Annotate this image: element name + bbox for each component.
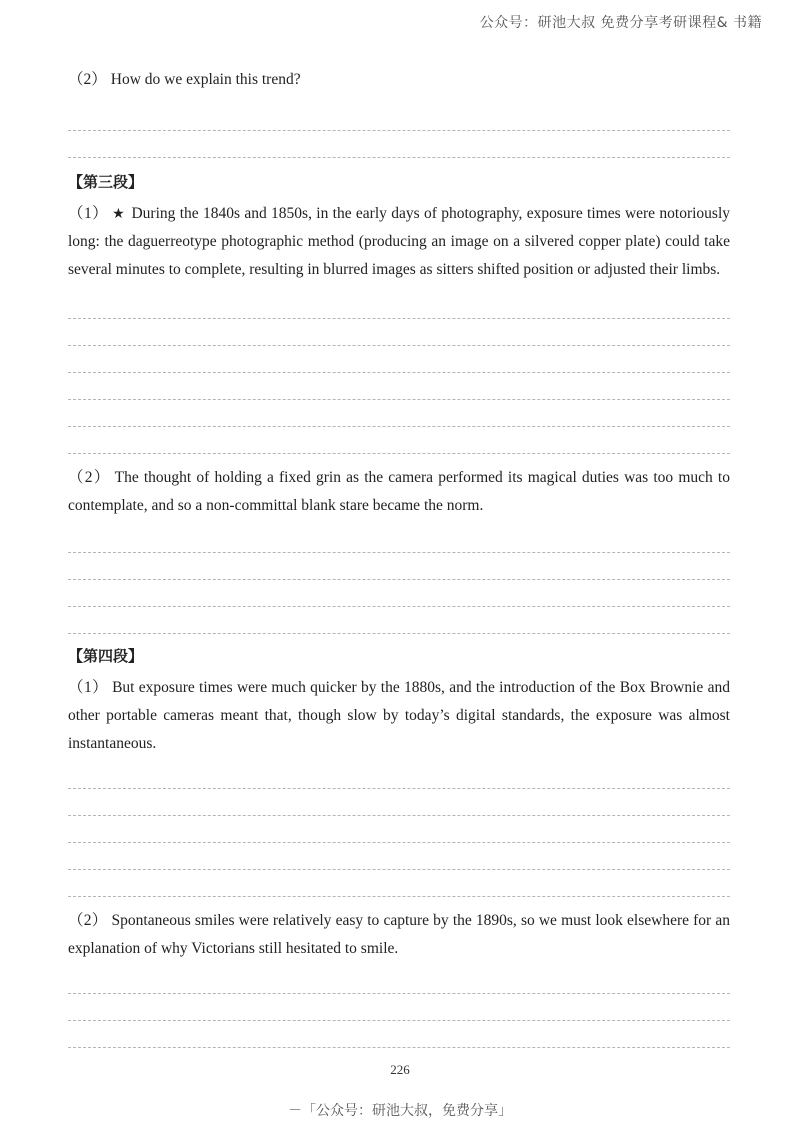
answer-line[interactable] xyxy=(68,843,730,870)
answer-line[interactable] xyxy=(68,319,730,346)
answer-lines xyxy=(68,292,730,454)
answer-line[interactable] xyxy=(68,789,730,816)
question-number: （2） xyxy=(68,71,107,88)
question-number: （2） xyxy=(68,912,108,929)
question-text: The thought of holding a fixed grin as the camera performed its magical duties was too much to contemplate, and so a non-committal blank stare became the norm. xyxy=(68,469,730,514)
answer-line[interactable] xyxy=(68,816,730,843)
answer-line[interactable] xyxy=(68,994,730,1021)
answer-line[interactable] xyxy=(68,580,730,607)
answer-line[interactable] xyxy=(68,346,730,373)
answer-line[interactable] xyxy=(68,1021,730,1048)
question-text: How do we explain this trend? xyxy=(110,71,301,88)
answer-lines xyxy=(68,762,730,897)
section-title: 【第三段】 xyxy=(68,173,144,191)
answer-lines xyxy=(68,526,730,634)
answer-line[interactable] xyxy=(68,762,730,789)
answer-line[interactable] xyxy=(68,427,730,454)
star-icon: ★ xyxy=(112,206,126,222)
header-watermark: 公众号：研池大叔 免费分享考研课程& 书籍 xyxy=(479,15,762,31)
question-number: （1） xyxy=(68,679,109,696)
question-text: Spontaneous smiles were relatively easy to capture by the 1890s, so we must look elsewhere for an explanation of why Victorians still hesitated to smile. xyxy=(68,912,730,957)
footer-watermark: －「公众号：研池大叔，免费分享」 xyxy=(288,1103,512,1119)
answer-line[interactable] xyxy=(68,967,730,994)
answer-lines xyxy=(68,967,730,1048)
answer-line[interactable] xyxy=(68,400,730,427)
section-title: 【第四段】 xyxy=(68,647,144,665)
answer-line[interactable] xyxy=(68,870,730,897)
question-item xyxy=(68,200,730,284)
answer-line[interactable] xyxy=(68,131,730,158)
question-item xyxy=(68,66,730,94)
question-number: （1） xyxy=(68,205,109,222)
page-content xyxy=(68,66,730,1048)
answer-line[interactable] xyxy=(68,373,730,400)
answer-line[interactable] xyxy=(68,104,730,131)
question-item xyxy=(68,674,730,758)
answer-line[interactable] xyxy=(68,526,730,553)
question-item xyxy=(68,907,730,963)
answer-line[interactable] xyxy=(68,292,730,319)
answer-line[interactable] xyxy=(68,553,730,580)
question-text: But exposure times were much quicker by the 1880s, and the introduction of the Box Brownie and other portable cameras meant that, though slow by today’s digital standards, the exposure was almost instantaneous. xyxy=(68,679,730,752)
question-number: （2） xyxy=(68,469,111,486)
question-item xyxy=(68,464,730,520)
question-text: During the 1840s and 1850s, in the early days of photography, exposure times were notoriously long: the daguerreotype photographic method (producing an image on a silvered copper plate) could take several minutes to complete, resulting in blurred images as sitters shifted position or adjusted their limbs. xyxy=(68,205,730,278)
answer-lines xyxy=(68,104,730,158)
page-number: 226 xyxy=(390,1062,410,1077)
answer-line[interactable] xyxy=(68,607,730,634)
